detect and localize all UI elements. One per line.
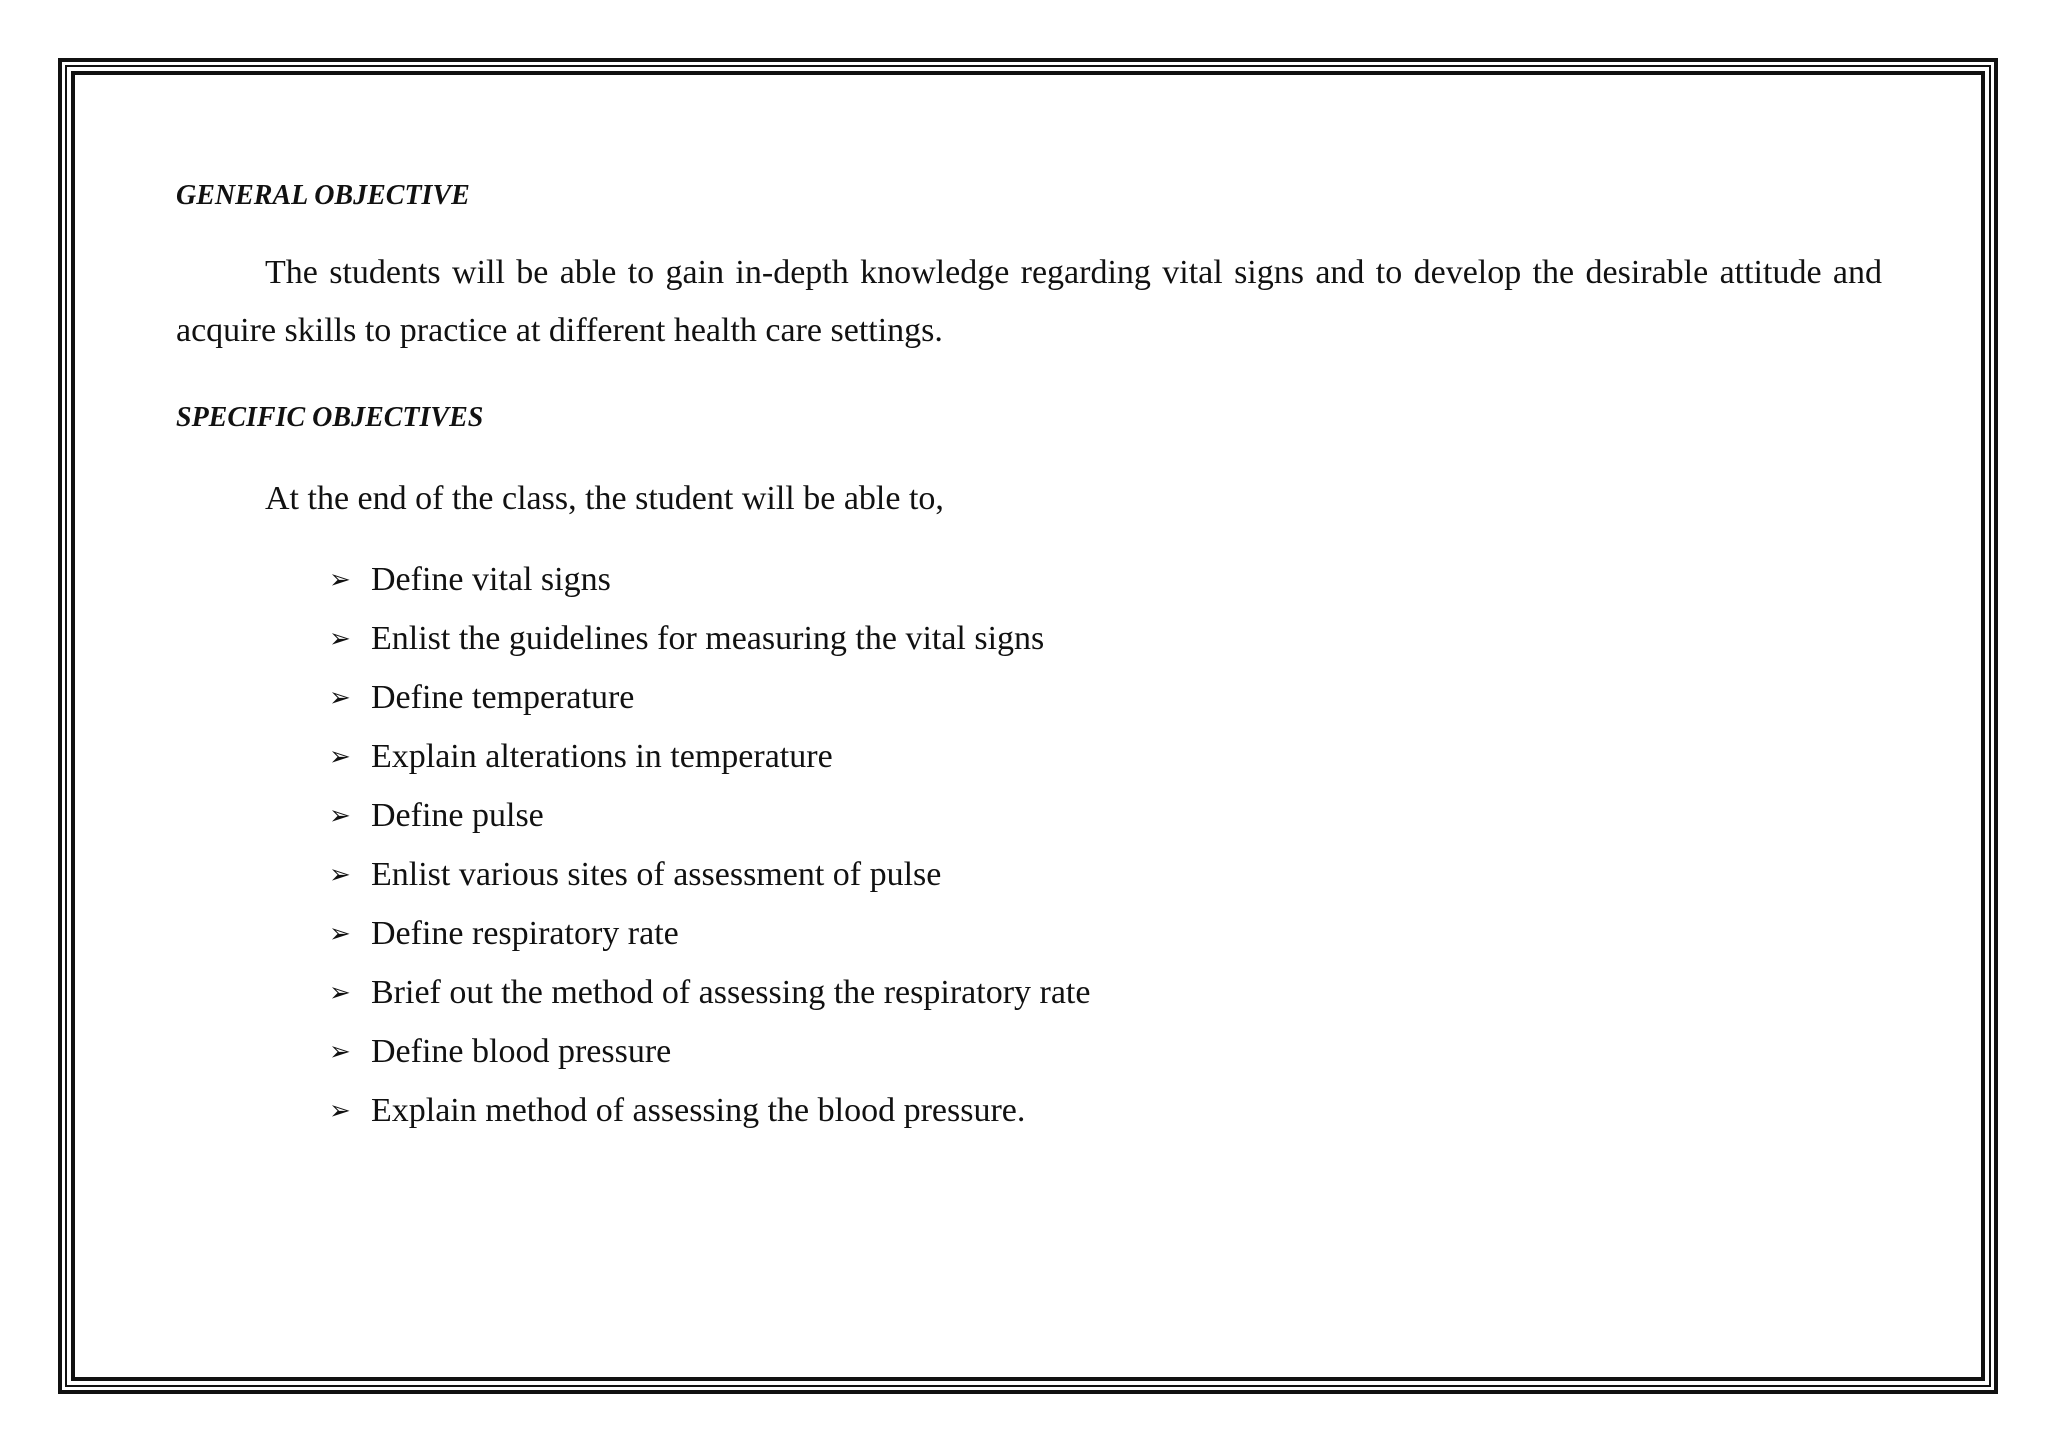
list-item-text: Define respiratory rate <box>371 915 679 952</box>
arrowhead-bullet-icon: ➢ <box>329 918 351 949</box>
arrowhead-bullet-icon: ➢ <box>329 682 351 713</box>
specific-objectives-heading: SPECIFIC OBJECTIVES <box>176 402 484 433</box>
list-item <box>329 609 1882 668</box>
list-item <box>329 1022 1882 1081</box>
arrowhead-bullet-icon: ➢ <box>329 741 351 772</box>
general-objective-heading: GENERAL OBJECTIVE <box>176 180 470 211</box>
list-item <box>329 668 1882 727</box>
arrowhead-bullet-icon: ➢ <box>329 1095 351 1126</box>
list-item-text: Enlist the guidelines for measuring the vital signs <box>371 620 1045 657</box>
arrowhead-bullet-icon: ➢ <box>329 859 351 890</box>
list-item-text: Define pulse <box>371 797 544 834</box>
list-item <box>329 963 1882 1022</box>
general-objective-text: The students will be able to gain in-depth knowledge regarding vital signs and to develop the desirable attitude and acquire skills to practice at different health care settings. <box>176 254 1882 349</box>
list-item-text: Define blood pressure <box>371 1033 672 1070</box>
list-item-text: Define vital signs <box>371 561 611 598</box>
list-item <box>329 550 1882 609</box>
list-item-text: Brief out the method of assessing the respiratory rate <box>371 974 1091 1011</box>
list-item <box>329 904 1882 963</box>
document-body <box>176 170 1882 1140</box>
list-item-text: Explain method of assessing the blood pressure. <box>371 1092 1026 1129</box>
list-item <box>329 1081 1882 1140</box>
specific-objectives-intro: At the end of the class, the student will be able to, <box>265 480 944 517</box>
list-item <box>329 727 1882 786</box>
list-item-text: Define temperature <box>371 679 635 716</box>
list-item <box>329 786 1882 845</box>
list-item-text: Explain alterations in temperature <box>371 738 833 775</box>
arrowhead-bullet-icon: ➢ <box>329 977 351 1008</box>
arrowhead-bullet-icon: ➢ <box>329 800 351 831</box>
objectives-list <box>176 550 1882 1140</box>
arrowhead-bullet-icon: ➢ <box>329 623 351 654</box>
arrowhead-bullet-icon: ➢ <box>329 564 351 595</box>
arrowhead-bullet-icon: ➢ <box>329 1036 351 1067</box>
list-item <box>329 845 1882 904</box>
list-item-text: Enlist various sites of assessment of pulse <box>371 856 942 893</box>
